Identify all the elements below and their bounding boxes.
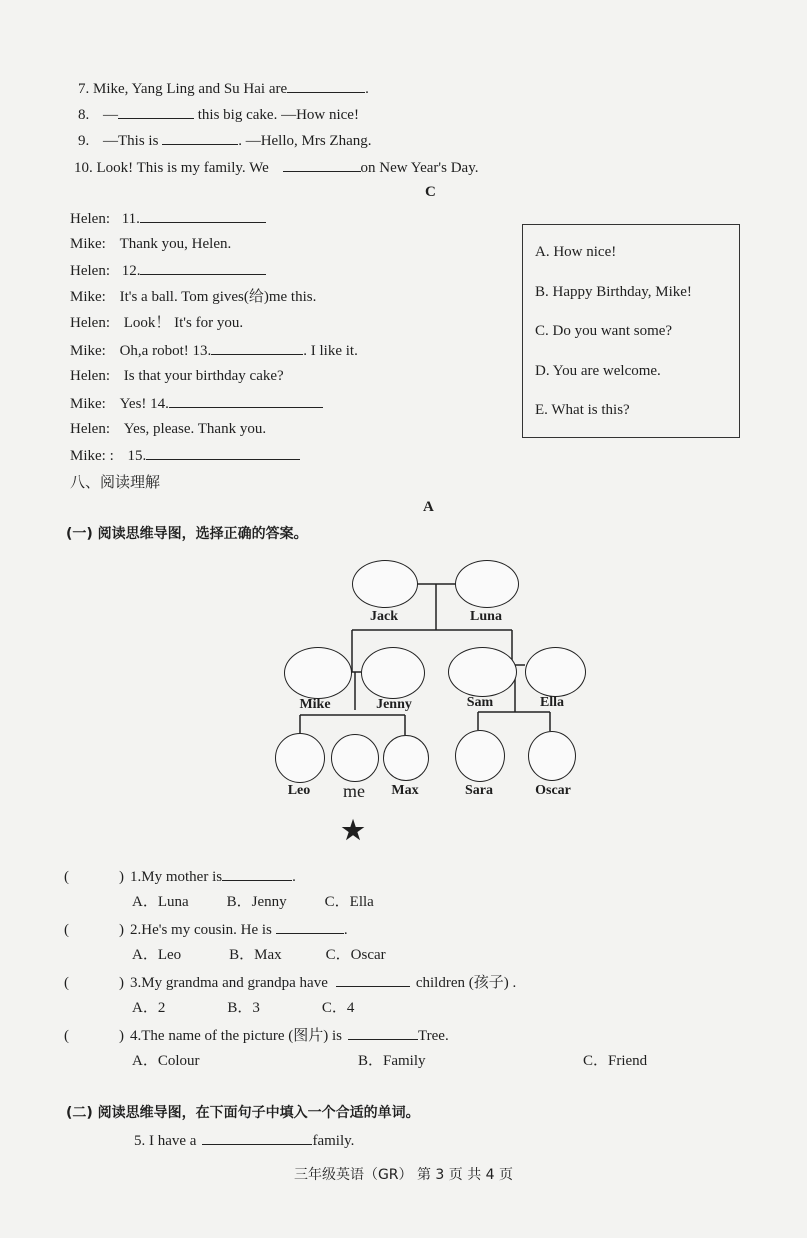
sara-portrait <box>455 730 505 782</box>
sam-portrait <box>448 647 517 697</box>
item-10: 10. Look! This is my family. We on New Year's Day. <box>74 157 478 178</box>
item-9: 9. —This is . —Hello, Mrs Zhang. <box>78 130 372 151</box>
page-footer: 三年级英语（GR） 第 3 页 共 4 页 <box>293 1167 514 1183</box>
answer-blank[interactable] <box>140 208 266 223</box>
ella-portrait <box>525 647 586 697</box>
options-box <box>522 224 740 438</box>
section-a-label: A <box>423 499 434 515</box>
answer-blank[interactable] <box>348 1025 418 1040</box>
jack-portrait <box>352 560 418 608</box>
section-8-title: 八、阅读理解 <box>70 473 161 491</box>
question-5: 5. I have a family. <box>134 1130 354 1151</box>
me-portrait <box>331 734 379 782</box>
dialogue-line: Mike: Yes! 14. <box>70 393 323 414</box>
tree-label: Jack <box>370 609 398 624</box>
answer-blank[interactable] <box>146 445 300 460</box>
sub1-instruction: (一) 阅读思维导图，选择正确的答案。 <box>66 526 308 542</box>
tree-label: Max <box>391 783 419 798</box>
answer-blank[interactable] <box>140 260 266 275</box>
answer-blank[interactable] <box>287 78 365 93</box>
answer-blank[interactable] <box>222 866 292 881</box>
tree-label: Jenny <box>376 697 412 712</box>
answer-blank[interactable] <box>162 130 238 145</box>
oscar-portrait <box>528 731 576 781</box>
mike-portrait <box>284 647 352 699</box>
item-8: 8. — this big cake. —How nice! <box>78 104 359 125</box>
option-e: E. What is this? <box>535 402 630 418</box>
luna-portrait <box>455 560 519 608</box>
jenny-portrait <box>361 647 425 699</box>
tree-label: Ella <box>539 695 565 710</box>
sub2-instruction: (二) 阅读思维导图，在下面句子中填入一个合适的单词。 <box>66 1105 420 1121</box>
tree-label: Sam <box>466 695 494 710</box>
leo-portrait <box>275 733 325 783</box>
tree-label: Mike <box>299 697 331 712</box>
option-c: C. Do you want some? <box>535 323 673 339</box>
dialogue-line: Mike: It's a ball. Tom gives(给)me this. <box>70 289 317 305</box>
answer-blank[interactable] <box>169 393 323 408</box>
dialogue-line: Helen: 11. <box>70 208 266 229</box>
answer-blank[interactable] <box>211 340 303 355</box>
tree-label: Leo <box>287 783 311 798</box>
answer-blank[interactable] <box>118 104 194 119</box>
dialogue-line: Helen: Look！ It's for you. <box>70 315 244 331</box>
dialogue-line: Helen: 12. <box>70 260 266 281</box>
dialogue-line: Helen: Is that your birthday cake? <box>70 368 284 384</box>
option-a: A. How nice! <box>535 244 617 260</box>
item-7: 7. Mike, Yang Ling and Su Hai are . <box>78 78 369 99</box>
option-b: B. Happy Birthday, Mike! <box>535 284 692 300</box>
tree-label: Luna <box>470 609 502 624</box>
tree-label: me <box>343 781 365 801</box>
tree-label: Oscar <box>535 783 571 798</box>
section-c-label: C <box>425 184 436 200</box>
max-portrait <box>383 735 429 781</box>
tree-label: Sara <box>465 783 493 798</box>
answer-blank[interactable] <box>336 972 410 987</box>
dialogue-line: Mike: Thank you, Helen. <box>70 236 232 252</box>
dialogue-line: Mike: : 15. <box>70 445 300 466</box>
dialogue-line: Helen: Yes, please. Thank you. <box>70 421 267 437</box>
answer-blank[interactable] <box>283 157 361 172</box>
dialogue-line: Mike: Oh,a robot! 13. . I like it. <box>70 340 358 361</box>
answer-blank[interactable] <box>276 919 344 934</box>
option-d: D. You are welcome. <box>535 363 661 379</box>
answer-blank[interactable] <box>202 1130 312 1145</box>
star-icon: ★ <box>341 816 365 845</box>
